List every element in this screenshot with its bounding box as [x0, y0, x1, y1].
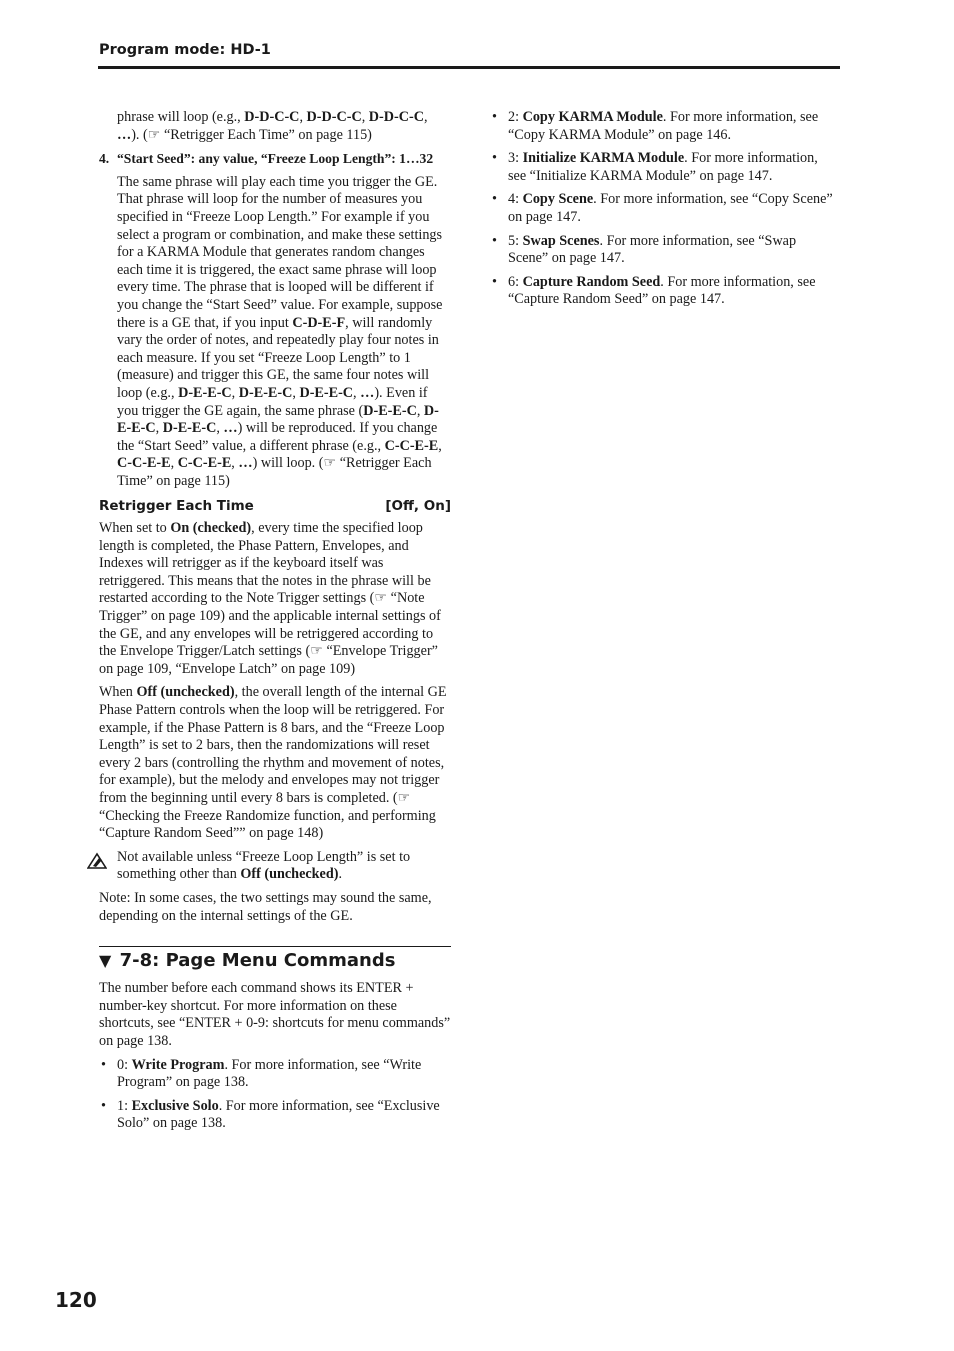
page-number: 120 [55, 1288, 97, 1312]
section-title: 7-8: Page Menu Commands [119, 950, 396, 972]
note-paragraph: Note: In some cases, the two settings may sound the same, depending on the internal settings of the GE. [99, 889, 432, 924]
parameter-name: Retrigger Each Time [99, 498, 254, 515]
list-item: • 2: Copy KARMA Module. For more information, see “Copy KARMA Module” on page 146. [490, 109, 835, 144]
list-item: • 0: Write Program. For more information, see “Write Program” on page 138. [99, 1057, 451, 1092]
parameter-range: [Off, On] [385, 498, 451, 515]
list-item: • 6: Capture Random Seed. For more information, see “Capture Random Seed” on page 147. [490, 274, 835, 309]
item-4-body: The same phrase will play each time you trigger the GE. That phrase will loop for the number of measures you specified in “Freeze Loop Length.” For example if you select a program or combination, and make these settings for a KARMA Module that generates random changes each time it is triggered, the exact same phrase will loop every time. The phrase that is looped will be different if you change the “Start Seed” value. For example, suppose there is a GE that, if you input C-D-E-F, will randomly vary the order of notes, and repeatedly play four notes in each measure. If you set “Freeze Loop Length” to 1 (measure) and trigger this GE, the same four notes will loop (e.g., D-E-E-C, D-E-E-C, D-E-E-C, …). Even if you trigger the GE again, the same phrase (D-E-E-C, D-E-E-C, D-E-E-C, …) will be reproduced. If you change the “Start Seed” value, a different phrase (e.g., C-C-E-E, C-C-E-E, C-C-E-E, …) will loop. (☞ “Retrigger Each Time” on page 115) [117, 173, 443, 489]
command-list-left [99, 1057, 451, 1133]
item-4-heading: 4. “Start Seed”: any value, “Freeze Loop Length”: 1…32 [99, 151, 434, 167]
section-marker-icon: ▼ [99, 951, 112, 971]
left-column [99, 109, 451, 1133]
retrigger-on-paragraph: When set to On (checked), every time the specified loop length is completed, the Phase Pattern, Envelopes, and Indexes will retrigger as if the keyboard itself was retriggered. This means that the notes in the phrase will be restarted according to the Note Trigger settings (☞ “Note Trigger” on page 109) and the applicable internal settings of the GE, and any envelopes will be retriggered according to the Envelope Trigger/Latch settings (☞ “Envelope Trigger” on page 109, “Envelope Latch” on page 109) [99, 520, 441, 677]
list-item: • 1: Exclusive Solo. For more information, see “Exclusive Solo” on page 138. [99, 1098, 451, 1133]
parameter-heading [99, 498, 451, 516]
warning-hand-icon [87, 851, 107, 869]
list-item: • 3: Initialize KARMA Module. For more information, see “Initialize KARMA Module” on page 147. [490, 150, 835, 185]
header-rule [98, 66, 840, 69]
section-intro: The number before each command shows its ENTER + number-key shortcut. For more information on these shortcuts, see “ENTER + 0-9: shortcuts for menu commands” on page 138. [99, 980, 451, 1049]
section-heading [99, 946, 451, 973]
list-item: • 5: Swap Scenes. For more information, see “Swap Scene” on page 147. [490, 233, 835, 268]
running-header: Program mode: HD-1 [99, 42, 271, 58]
right-column [490, 109, 835, 309]
list-item: • 4: Copy Scene. For more information, see “Copy Scene” on page 147. [490, 191, 835, 226]
command-list-right [490, 109, 835, 309]
continued-paragraph: phrase will loop (e.g., D-D-C-C, D-D-C-C, D-D-C-C, …). (☞ “Retrigger Each Time” on page 115) [117, 109, 428, 143]
warning-note: Not available unless “Freeze Loop Length” is set to something other than Off (unchecked). [99, 849, 451, 884]
retrigger-off-paragraph: When Off (unchecked), the overall length of the internal GE Phase Pattern controls when the loop will be retriggered. For example, if the Phase Pattern is 8 bars, and the “Freeze Loop Length” is set to 2 bars, then the randomizations will reset every 2 bars (controlling the rhythm and movement of notes, for example), but the melody and envelopes may not trigger from the beginning until every 8 bars is completed. (☞ “Checking the Freeze Randomize function, and performing “Capture Random Seed”” on page 148) [99, 684, 447, 842]
